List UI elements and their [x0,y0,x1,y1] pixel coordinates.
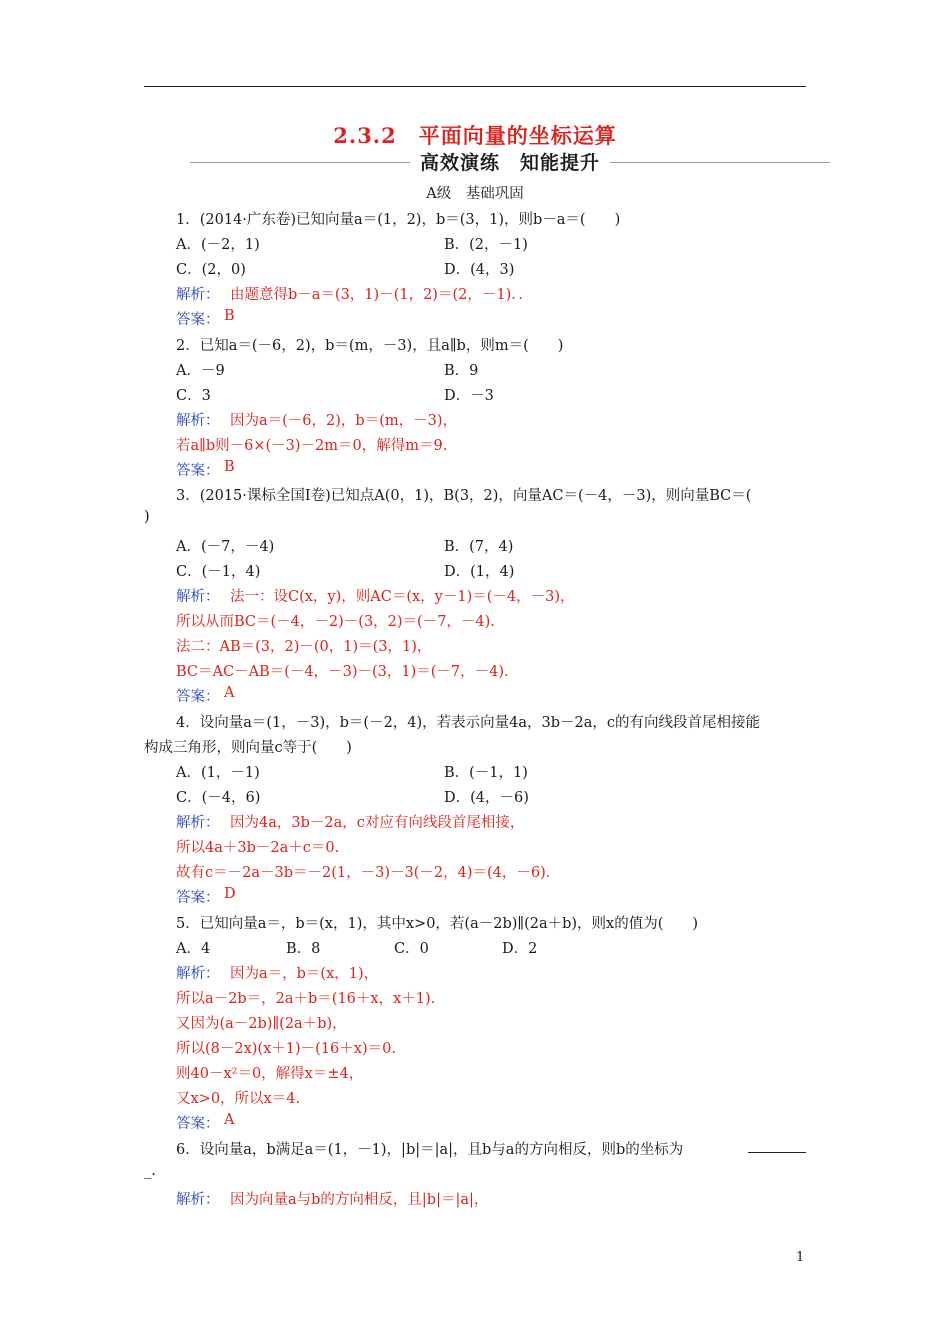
text-line: 因为向量a与b的方向相反，且|b|＝|a|， [230,1192,489,1208]
text-line: 6．设向量a，b满足a＝(1，－1)，|b|＝|a|，且b与a的方向相反，则b的坐标为 [176,1142,684,1158]
text-line: BC＝AC－AB＝(－4，－3)－(3，1)＝(－7，－4)． [176,664,519,680]
text-line: D．(4，3) [444,262,515,278]
page-number: 1 [796,1250,805,1265]
text-line: A．(－7，－4) [176,539,275,555]
text-line: 所以从而BC＝(－4，－2)－(3，2)＝(－7，－4). [176,614,495,630]
text-line: 所以4a＋3b－2a＋c＝0. [176,840,340,856]
answer-blank [748,1138,806,1153]
text-line: D．2 [502,941,538,957]
text-line: A．(1，－1) [176,765,260,781]
text-line: C．(－1，4) [176,564,261,580]
text-line: 解析： [176,589,220,605]
text-line: A．(－2，1) [176,237,260,253]
top-rule [144,86,806,87]
text-line: 法二：AB＝(3，2)－(0，1)＝(3，1)， [176,639,432,655]
text-line: D [224,886,236,902]
text-line: 则40－x²＝0，解得x＝±4， [176,1066,364,1082]
text-line: 答案： [176,312,220,328]
text-line: A [224,685,235,701]
text-line: 所以a－2b＝，2a＋b＝(16＋x，x＋1). [176,991,436,1007]
text-line: 4．设向量a＝(1，－3)，b＝(－2，4)，若表示向量4a，3b－2a，c的有向线段首尾相接能 [176,715,761,731]
text-line: B．(－1，1) [444,765,528,781]
text-line: C．(2，0) [176,262,246,278]
text-line: ) [144,509,150,525]
text-line: D．(1，4) [444,564,515,580]
text-line: D．－3 [444,388,494,404]
text-line: A．－9 [176,363,225,379]
text-line: A [224,1112,235,1128]
text-line: 因为4a，3b－2a，c对应有向线段首尾相接， [230,815,525,831]
text-line: 构成三角形，则向量c等于( ) [144,740,352,756]
text-line: C．0 [394,941,429,957]
subtitle-banner [190,148,830,178]
text-line: B．9 [444,363,479,379]
text-line: _. [144,1163,156,1179]
text-line: 答案： [176,890,220,906]
text-line: 因为a＝(－6，2)，b＝(m，－3)， [230,413,457,429]
text-line: A．4 [176,941,211,957]
section-level: A级 基础巩固 [426,186,524,202]
text-line: D．(4，－6) [444,790,529,806]
text-line: 故有c＝－2a－3b＝－2(1，－3)－3(－2，4)＝(4，－6)． [176,865,561,881]
text-line: 法一：设C(x，y)，则AC＝(x，y－1)＝(－4，－3)， [230,589,575,605]
text-line: 因为a＝，b＝(x，1)， [230,966,379,982]
text-line: B．(2，－1) [444,237,528,253]
text-line: 又因为(a－2b)∥(2a＋b)， [176,1016,347,1032]
text-line: B [224,308,235,324]
text-line: 3．(2015·课标全国Ⅰ卷)已知点A(0，1)，B(3，2)，向量AC＝(－4，－3)，则向量BC＝( [176,488,752,504]
text-line: 答案： [176,689,220,705]
page-title: 2.3.2 平面向量的坐标运算 [333,123,617,148]
text-line: 1．(2014·广东卷)已知向量a＝(1，2)，b＝(3，1)，则b－a＝( ) [176,212,621,228]
subtitle: 高效演练 知能提升 [419,152,600,174]
text-line: C．(－4，6) [176,790,261,806]
text-line: B [224,459,235,475]
text-line: 2．已知a＝(－6，2)，b＝(m，－3)，且a∥b，则m＝( ) [176,338,564,354]
text-line: 答案： [176,1116,220,1132]
text-line: B．(7，4) [444,539,514,555]
text-line: 解析： [176,815,220,831]
text-line: 由题意得b－a＝(3，1)－(1，2)＝(2，－1)．． [230,287,533,303]
text-line: 所以(8－2x)(x＋1)－(16＋x)＝0. [176,1041,396,1057]
text-line: 5．已知向量a＝，b＝(x，1)，其中x>0，若(a－2b)∥(2a＋b)，则x的值为( ) [176,916,699,932]
text-line: C．3 [176,388,211,404]
text-line: 若a∥b则－6×(－3)－2m＝0，解得m＝9. [176,438,448,454]
text-line: 又x>0，所以x＝4. [176,1091,301,1107]
text-line: B．8 [286,941,321,957]
text-line: 解析： [176,966,220,982]
text-line: 解析： [176,413,220,429]
text-line: 解析： [176,1192,220,1208]
text-line: 解析： [176,287,220,303]
text-line: 答案： [176,463,220,479]
